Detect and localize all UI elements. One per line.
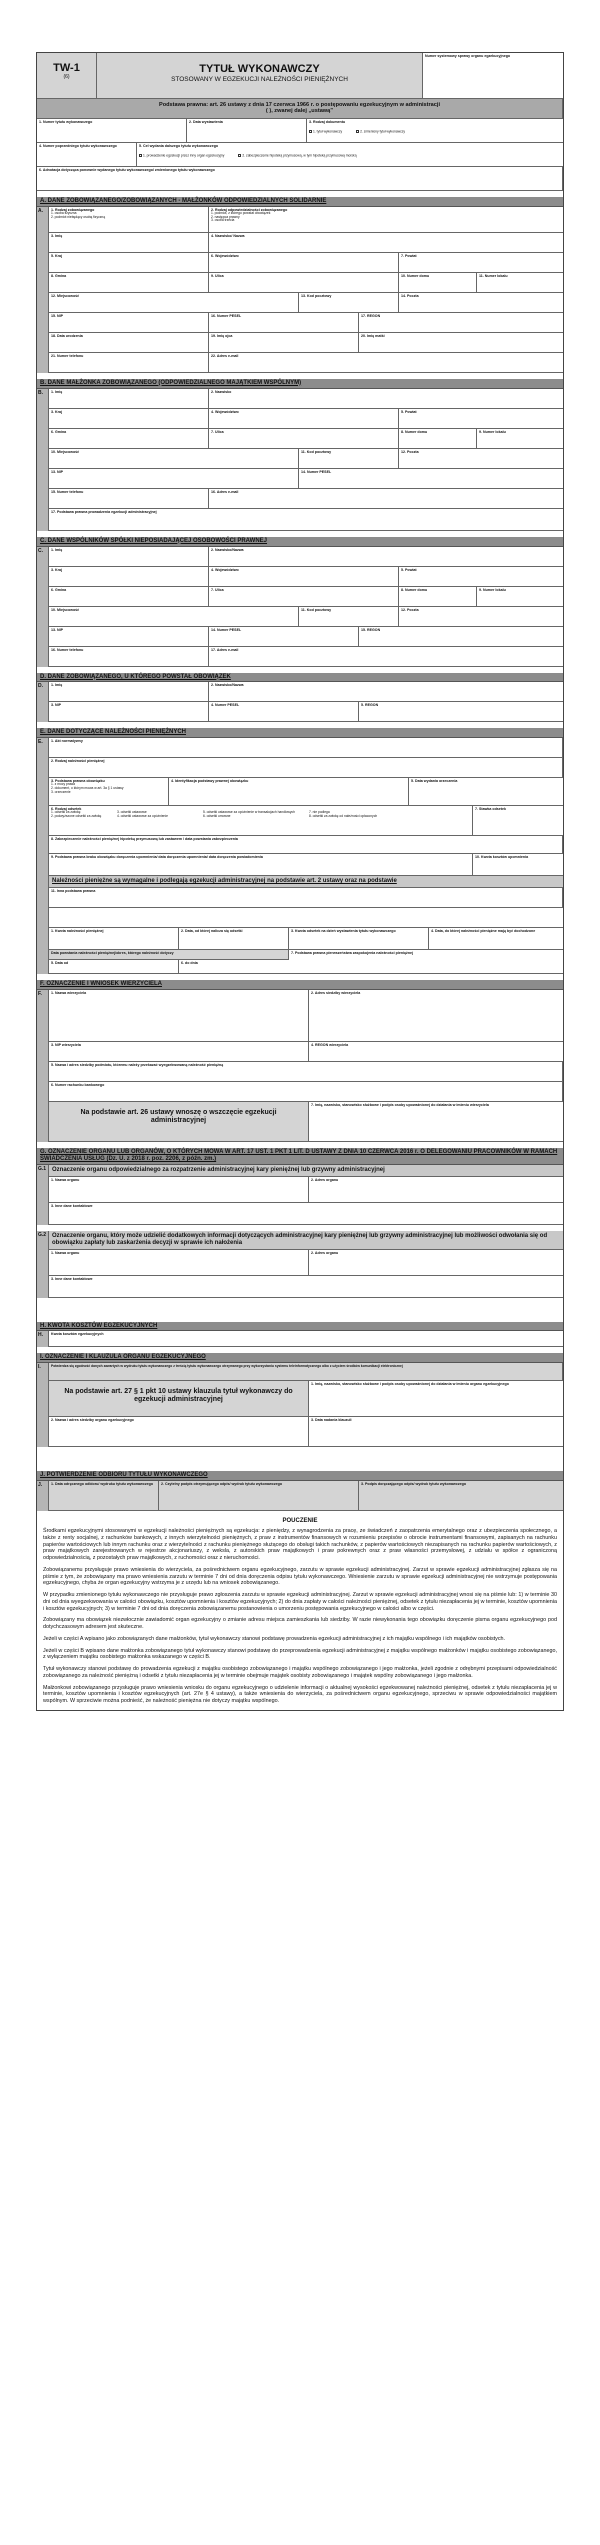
c-phone-field[interactable]: 16. Numer telefonu [49,647,209,667]
b-municipality-field[interactable]: 6. Gmina [49,429,209,449]
e-claim-amount-field[interactable]: 1. Kwota należności pieniężnej [49,928,179,950]
a-country-field[interactable]: 5. Kraj [49,253,209,273]
b-house-number-field[interactable]: 8. Numer domu [399,429,477,449]
e-interest-rate-field[interactable]: 7. Stawka odsetek [473,806,563,836]
section-e [37,738,563,974]
g1-authority-name-field[interactable]: 1. Nazwa organu [49,1177,309,1203]
purpose-option-2[interactable]: 2. zabezpieczenie hipoteką przymusową, w tym hipoteką przymusową morską [238,154,356,158]
a-last-name-field[interactable]: 4. Nazwisko/ Nazwa [209,233,563,253]
notice [37,1515,563,1705]
obligation-option-1[interactable]: 1. z mocy prawa [51,782,76,787]
c-email-field[interactable]: 17. Adres e-mail [209,647,563,667]
form-code: TW-1 [53,62,80,74]
c-nip-field[interactable]: 13. NIP [49,627,209,647]
notice-title: POUCZENIE [282,1518,318,1525]
liability-type-option-2[interactable]: 2. następca prawny [211,214,240,219]
form-code-box [37,53,97,99]
section-j [37,1481,563,1511]
g1-contact-field[interactable]: 3. Inne dane kontaktowe [49,1203,563,1225]
system-number-label: Numer systemowy sprawy organu egzekucyjnego [425,54,511,58]
a-birth-date-field[interactable]: 18. Data urodzenia [49,333,209,353]
form-title: TYTUŁ WYKONAWCZY [199,63,320,75]
interest-option-1[interactable]: 1. odsetki za zwłokę [51,810,81,815]
issue-date-label: 2. Data wystawienia [189,119,223,124]
purpose-option-1[interactable]: 1. prowadzenie egzekucji przez inny organ egzekucyjny [139,154,224,158]
b-country-field[interactable]: 3. Kraj [49,409,209,429]
i-authority-field[interactable]: 2. Nazwa i adres siedziby organu egzekucyjnego [49,1417,309,1447]
previous-title-label: 4. Numer poprzedniego tytułu wykonawczego [39,143,117,148]
document-type-option-2[interactable]: 2. zmieniony tytuł wykonawczy [356,130,405,134]
c-pesel-field[interactable]: 14. Numer PESEL [209,627,359,647]
e-period-header: Data powstania należności pieniężnej/okres, którego należność dotyczy [49,950,289,960]
system-number-field[interactable] [423,53,563,99]
notice-paragraph: Małżonkowi zobowiązanego przysługuje prawo wniesienia wniosku do organu egzekucyjnego o udzielenie informacji o aktualnej wysokości egzekwowanej należności pieniężnej, odsetek z tytułu niezapłacenia jej w terminie, kosztów upomnienia i kosztów egzekucyjnych (art. 27e § 4 ustawy), a także wniesienia do wierzyciela, za pośrednictwem organu egzekucyjnego, sprzeciwu w sprawie odpowiedzialności majątkiem wspólnym. W sprzeciwie można podnieść, że należność pieniężna nie dotyczy majątku wspólnego. [43,1684,557,1705]
c-municipality-field[interactable]: 6. Gmina [49,587,209,607]
section-a-sidebar: A. [37,207,49,373]
a-flat-number-field[interactable]: 11. Numer lokalu [477,273,563,293]
e-interest-type-field: 6. Rodzaj odsetek 1. odsetki za zwłokę 2. podwyższone odsetki za zwłokę 3. odsetki ustawowe 4. odsetki ustawowe za opóźnienie 5. odsetki ustawowe za opóźnienie w transakcjach handlowych 6. odsetki umowne 7. nie podlega 8. odsetki za zwłokę od należności opłaconych [49,806,473,836]
form-header [37,53,563,99]
section-j-sidebar: J. [37,1481,49,1511]
interest-option-5[interactable]: 5. odsetki ustawowe za opóźnienie w transakcjach handlowych [203,810,295,815]
c-regon-field[interactable]: 15. REGON [359,627,563,647]
section-b-title: B. DANE MAŁŻONKA ZOBOWIĄZANEGO (ODPOWIEDZIALNEGO MAJĄTKIEM WSPÓLNYM) [37,379,563,389]
f-creditor-name-field[interactable]: 1. Nazwa wierzyciela [49,990,309,1042]
e-other-basis-field[interactable]: 11. Inna podstawa prawna [49,888,563,908]
liability-type-option-1[interactable]: 1. podmiot, z którego powstał obowiązek [211,210,271,215]
a-email-field[interactable]: 22. Adres e-mail [209,353,563,373]
checkbox-icon [309,130,312,133]
j-receipt-date-field[interactable]: 1. Data odręcznego odbioru/ wydruku tytułu wykonawczego [49,1481,159,1511]
c-postal-code-field[interactable]: 11. Kod pocztowy [299,607,399,627]
a-municipality-field[interactable]: 8. Gmina [49,273,209,293]
liability-type-field: 2. Rodzaj odpowiedzialności zobowiązanego 1. podmiot, z którego powstał obowiązek 2. następca prawny 3. osoba trzecia [209,207,563,233]
f-creditor-address-field[interactable]: 2. Adres siedziby wierzyciela [309,990,563,1042]
liability-type-option-3[interactable]: 3. osoba trzecia [211,218,235,223]
c-county-field[interactable]: 5. Powiat [399,567,563,587]
section-g-title: G. OZNACZENIE ORGANU LUB ORGANÓW, O KTÓRYCH MOWA W ART. 17 UST. 1 PKT 1 LIT. D USTAWY Z DNIA 10 CZERWCA 2016 r. O DELEGOWANIU PRACOWNIKÓW W RAMACH ŚWIADCZENIA USŁUG (Dz. U. z 2018 r. poz. 2206, z późn. zm.) [37,1148,563,1165]
c-flat-number-field[interactable]: 9. Numer lokalu [477,587,563,607]
e-date-from-field[interactable]: 5. Data od [49,960,179,974]
c-city-field[interactable]: 10. Miejscowość [49,607,299,627]
title-number-label: 1. Numer tytułu wykonawczego [39,119,93,124]
previous-title-field[interactable] [37,143,137,167]
legal-basis-line2: ( ), zwanej dalej „ustawą” [265,108,334,115]
checkbox-icon [139,154,142,157]
b-email-field[interactable]: 16. Adres e-mail [209,489,563,509]
reissue-annotation-label: 6. Adnotacja dotycząca ponownie wydanego tytułu wykonawczego/ zmienionego tytułu wykonawczego [39,167,215,172]
j-recipient-signature-field[interactable]: 2. Czytelny podpis otrzymującego odpis/ wydruk tytułu wykonawczego [159,1481,359,1511]
b-phone-field[interactable]: 15. Numer telefonu [49,489,209,509]
b-legal-basis-field[interactable]: 17. Podstawa prawna prowadzenia egzekucji administracyjnej [49,509,563,531]
checkbox-icon [238,154,241,157]
document-type-option-1[interactable]: 1. tytuł wykonawczy [309,130,342,134]
document-type-field [307,119,563,143]
interest-option-8[interactable]: 8. odsetki za zwłokę od należności opłaconych [309,814,378,819]
a-pesel-field[interactable]: 16. Numer PESEL [209,313,359,333]
form-edition: (6) [63,73,70,80]
section-h-title: H. KWOTA KOSZTÓW EGZEKUCYJNYCH [37,1322,563,1332]
section-c-sidebar: C. [37,547,49,667]
e-interest-amount-field[interactable]: 3. Kwota odsetek na dzień wystawienia tytułu wykonawczego [289,928,429,950]
f-request-statement: Na podstawie art. 26 ustawy wnoszę o wszczęcie egzekucji administracyjnej [80,1109,277,1125]
g1-authority-address-field[interactable]: 2. Adres organu [309,1177,563,1203]
section-f-sidebar: F. [37,990,49,1142]
section-c-title: C. DANE WSPÓLNIKÓW SPÓŁKI NIEPOSIADAJĄCEJ OSOBOWOŚCI PRAWNEJ [37,537,563,547]
section-b [37,389,563,531]
e-normative-act-field[interactable]: 1. Akt normatywny [49,738,563,758]
a-county-field[interactable]: 7. Powiat [399,253,563,273]
section-d-sidebar: D. [37,682,49,722]
notice-paragraph: Zobowiązany ma obowiązek niezwłocznie zawiadomić organ egzekucyjny o zmianie adresu miejsca zamieszkania lub siedziby. W razie niewykonania tego obowiązku doręczenie pisma organu egzekucyjnego pod dotychczasowym adresem jest skuteczne. [43,1617,557,1631]
e-reminder-basis-field[interactable]: 9. Podstawa prawna braku obowiązku doręczenia upomnienia/ data doręczenia upomnienia/ data doręczenia powiadomienia [49,854,473,876]
section-g2-sidebar: G.2 [37,1231,49,1298]
g2-contact-field[interactable]: 3. Inne dane kontaktowe [49,1276,563,1298]
section-i [37,1363,563,1447]
g2-heading: Oznaczenie organu, który może udzielić dodatkowych informacji dotyczących administracyjnej kary pieniężnej lub grzywny administracyjnej lub możliwości odwołania się od obowiązku zapłaty lub zaskarżenia decyzji w sprawie ich nałożenia [49,1231,563,1250]
section-i-title: I. OZNACZENIE I KLAUZULA ORGANU EGZEKUCYJNEGO [37,1353,563,1363]
interest-option-3[interactable]: 3. odsetki ustawowe [117,810,147,815]
i-conformity-note: Potwierdza się zgodność danych zawartych w wydruku tytułu wykonawczego z treścią tytułu wykonawczego otrzymanego przy wykorzystaniu systemu teleinformatycznego albo z użyciem środków komunikacji elektronicznej [49,1363,563,1381]
c-post-office-field[interactable]: 12. Poczta [399,607,563,627]
b-postal-code-field[interactable]: 11. Kod pocztowy [299,449,399,469]
f-creditor-regon-field[interactable]: 4. REGON wierzyciela [309,1042,563,1062]
obligation-option-2[interactable]: 2. dokument, o którym mowa w art. 3a § 1 ustawy [51,786,124,791]
j-deliverer-signature-field[interactable]: 3. Podpis doręczającego odpis/ wydruk tytułu wykonawczego [359,1481,563,1511]
b-voivodeship-field[interactable]: 4. Województwo [209,409,399,429]
notice-paragraph: W przypadku zmienionego tytułu wykonawczego nie przysługuje prawo zgłoszenia zarzutu w sprawie egzekucji administracyjnej. Zarzut w sprawie egzekucji administracyjnej wnosi się na piśmie lub: 1) w terminie 30 dni od dnia wyegzekwowania w całości obowiązku, kosztów upomnienia i kosztów egzekucyjnych; 2) do dnia zapłaty w całości należności pieniężnej, odsetek z tytułu niezapłacenia jej w terminie, kosztów upomnienia i kosztów egzekucyjnych; 3) w terminie 7 dni od dnia doręczenia zobowiązanemu postanowienia o umorzeniu postępowania egzekucyjnego w całości albo w części. [43,1592,557,1612]
document-type-label: 3. Rodzaj dokumentu [309,119,346,124]
further-title-purpose-label: 5. Cel wydania dalszego tytułu wykonawczego [139,143,219,148]
f-request-statement-box [49,1102,309,1142]
b-city-field[interactable]: 10. Miejscowość [49,449,299,469]
notice-paragraph: Jeżeli w części A wpisano jako zobowiązanych dane małżonków, tytuł wykonawczy stanowi podstawę prowadzenia egzekucji administracyjnej z ich majątku wspólnego i ich majątków osobistych. [43,1635,506,1642]
c-house-number-field[interactable]: 8. Numer domu [399,587,477,607]
top-row-2 [37,143,563,167]
a-voivodeship-field[interactable]: 6. Województwo [209,253,399,273]
e-obligation-id-field[interactable]: 4. Identyfikacja podstawy prawnej obowiązku [169,778,409,806]
section-a [37,207,563,373]
a-house-number-field[interactable]: 10. Numer domu [399,273,477,293]
a-first-name-field[interactable]: 3. Imię [49,233,209,253]
g2-authority-name-field[interactable]: 1. Nazwa organu [49,1250,309,1276]
notice-paragraph: Tytuł wykonawczy stanowi podstawę do prowadzenia egzekucji z majątku osobistego zobowiązanego i majątku wspólnego zobowiązanego i jego małżonka, jeżeli zgodnie z odrębnymi przepisami odpowiedzialność zobowiązanego za należność pieniężną i odsetki z tytułu niezapłacenia jej w terminie obejmuje majątek osobisty zobowiązanego i majątek wspólny zobowiązanego i jego małżonka. [43,1666,557,1679]
debtor-type-option-1[interactable]: 1. osoba fizyczna [51,210,77,215]
e-claim-until-field[interactable]: 4. Data, do której należności pieniężne mają być dochodzone [429,928,563,950]
b-pesel-field[interactable]: 14. Numer PESEL [299,469,563,489]
form-title-box [97,53,423,99]
legal-basis-line1: Podstawa prawna: art. 26 ustawy z dnia 17 czerwca 1966 r. o postępowaniu egzekucyjnym w administracji [158,102,441,108]
section-j-title: J. POTWIERDZENIE ODBIORU TYTUŁU WYKONAWCZEGO [37,1471,563,1481]
section-f-title: F. OZNACZENIE I WNIOSEK WIERZYCIELA [37,980,563,990]
f-recipient-field[interactable]: 5. Nazwa i adres siedziby podmiotu, któremu należy przekazać wyegzekwowaną należność pieniężną [49,1062,563,1082]
d-regon-field[interactable]: 5. REGON [359,702,563,722]
section-d [37,682,563,722]
g1-heading: Oznaczenie organu odpowiedzialnego za rozpatrzenie administracyjnej kary pieniężnej lub grzywny administracyjnej [49,1165,563,1177]
a-street-field[interactable]: 9. Ulica [209,273,399,293]
section-g2 [37,1231,563,1298]
e-ruling-date-field[interactable]: 5. Data wydania orzeczenia [409,778,563,806]
a-postal-code-field[interactable]: 13. Kod pocztowy [299,293,399,313]
e-obligation-basis-field: 3. Podstawa prawna obowiązku 1. z mocy prawa 2. dokument, o którym mowa w art. 3a § 1 ustawy 3. orzeczenie [49,778,169,806]
c-first-name-field[interactable]: 1. Imię [49,547,209,567]
h-costs-field[interactable]: Kwota kosztów egzekucyjnych [49,1331,563,1347]
f-signature-field[interactable]: 7. Imię, nazwisko, stanowisko służbowe i podpis osoby upoważnionej do działania w imieniu wierzyciela [309,1102,563,1142]
c-street-field[interactable]: 7. Ulica [209,587,399,607]
reissue-annotation-field[interactable] [37,167,563,191]
section-i-sidebar: I. [37,1363,49,1447]
interest-option-4[interactable]: 4. odsetki ustawowe za opóźnienie [117,814,168,819]
interest-option-2[interactable]: 2. podwyższone odsetki za zwłokę [51,814,102,819]
interest-option-6[interactable]: 6. odsetki umowne [203,814,231,819]
section-a-title: A. DANE ZOBOWIĄZANEGO/ZOBOWIĄZANYCH - MAŁŻONKÓW ODPOWIEDZIALNYCH SOLIDARNIE [37,197,563,207]
title-number-field[interactable] [37,119,187,143]
e-interest-start-field[interactable]: 2. Data, od której nalicza się odsetki [179,928,289,950]
e-collateral-field[interactable]: 8. Zabezpieczenie należności pieniężnej hipoteką przymusową lub zastawem / data powstania zabezpieczenia [49,836,563,854]
a-nip-field[interactable]: 15. NIP [49,313,209,333]
d-nip-field[interactable]: 3. NIP [49,702,209,722]
section-g1 [37,1165,563,1225]
b-flat-number-field[interactable]: 9. Numer lokalu [477,429,563,449]
section-e-sidebar: E. [37,738,49,974]
b-first-name-field[interactable]: 1. Imię [49,389,209,409]
top-row-1 [37,119,563,143]
e-date-to-field[interactable]: 6. do dnia [179,960,289,974]
a-father-name-field[interactable]: 19. Imię ojca [209,333,359,353]
further-title-purpose-field [137,143,563,167]
b-county-field[interactable]: 5. Powiat [399,409,563,429]
section-b-sidebar: B. [37,389,49,531]
i-clause-statement-box [49,1381,309,1417]
g2-authority-address-field[interactable]: 2. Adres organu [309,1250,563,1276]
c-country-field[interactable]: 3. Kraj [49,567,209,587]
i-clause-statement: Na podstawie art. 27 § 1 pkt 10 ustawy klauzula tytuł wykonawczy do egzekucji administracyjnej [64,1388,293,1404]
e-priority-basis-field[interactable]: 7. Podstawa prawna pierwszeństwa zaspokojenia należności pieniężnej [289,950,563,974]
d-last-name-field[interactable]: 2. Nazwisko/Nazwa [209,682,563,702]
notice-paragraph: Jeżeli w części B wpisano dane małżonka zobowiązanego tytuł wykonawczy stanowi podstawę do przeprowadzenia egzekucji administracyjnej z majątku wspólnego małżonków i majątku osobistego zobowiązanego, z wyłączeniem majątku osobistego małżonka wskazanego w części B. [43,1647,557,1661]
b-nip-field[interactable]: 13. NIP [49,469,299,489]
debtor-type-field: 1. Rodzaj zobowiązanego 1. osoba fizyczna 2. podmiot niebędący osobą fizyczną [49,207,209,233]
debtor-type-option-2[interactable]: 2. podmiot niebędący osobą fizyczną [51,214,106,219]
a-mother-name-field[interactable]: 20. Imię matki [359,333,563,353]
section-a-body [49,207,563,373]
i-clause-date-field[interactable]: 3. Data nadania klauzuli [309,1417,563,1447]
notice-paragraph: Zobowiązanemu przysługuje prawo wniesienia do wierzyciela, za pośrednictwem organu egzekucyjnego, zarzutu w sprawie egzekucji administracyjnej. Zarzut w sprawie egzekucji administracyjnej zgłasza się na piśmie z tym, że zobowiązany ma prawo wniesienia zarzutu w terminie 7 dni od dnia doręczenia odpisu tytułu wykonawczego. Wniesienie zarzutu w sprawie egzekucji administracyjnej nie wstrzymuje postępowania egzekucyjnego, chyba że organ egzekucyjny wstrzyma je z urzędu lub na wniosek zobowiązanego. [43,1566,557,1587]
section-f [37,990,563,1142]
i-signature-field[interactable]: 1. Imię, nazwisko, stanowisko służbowe i podpis osoby upoważnionej do działania w imieniu organu egzekucyjnego [309,1381,563,1417]
notice-paragraph: Środkami egzekucyjnymi stosowanymi w egzekucji należności pieniężnych są egzekucja: z pieniędzy, z wynagrodzenia za pracę, ze świadczeń z zaopatrzenia emerytalnego oraz z ubezpieczenia społecznego, a także z renty socjalnej, z rachunków bankowych, z innych wierzytelności pieniężnych, z praw z instrumentów finansowych w rozumieniu przepisów o obrocie instrumentami finansowymi, zapisanych na rachunku papierów wartościowych lub innym rachunku oraz z wierzytelności z rachunku pieniężnego służącego do obsługi takich rachunków, z papierów wartościowych niezapisanych na rachunku papierów wartościowych, z praw majątkowych zarejestrowanych w rejestrze akcjonariuszy, z weksla, z autorskich praw majątkowych i praw pokrewnych oraz z praw własności przemysłowej, z udziału w spółce z ograniczoną odpowiedzialnością, z pozostałych praw majątkowych, z ruchomości oraz z nieruchomości. [43,1528,557,1562]
d-first-name-field[interactable]: 1. Imię [49,682,209,702]
legal-basis [37,99,563,119]
section-e-title: E. DANE DOTYCZĄCE NALEŻNOŚCI PIENIĘŻNYCH [37,728,563,738]
obligation-option-3[interactable]: 3. orzeczenie [51,789,71,794]
interest-option-7[interactable]: 7. nie podlega [309,810,330,815]
form-page [36,52,564,1711]
form-subtitle: STOSOWANY W EGZEKUCJI NALEŻNOŚCI PIENIĘŻNYCH [171,75,348,83]
c-voivodeship-field[interactable]: 4. Województwo [209,567,399,587]
b-street-field[interactable]: 7. Ulica [209,429,399,449]
section-c [37,547,563,667]
a-phone-field[interactable]: 21. Numer telefonu [49,353,209,373]
a-post-office-field[interactable]: 14. Poczta [399,293,563,313]
f-bank-account-field[interactable]: 6. Numer rachunku bankowego [49,1082,563,1102]
section-h-sidebar: H. [37,1331,49,1347]
e-reminder-cost-field[interactable]: 10. Kwota kosztów upomnienia [473,854,563,876]
e-enforceability-note: Należności pieniężne są wymagalne i podlegają egzekucji administracyjnej na podstawie art. 2 ustawy oraz na podstawie [49,876,563,888]
section-h [37,1331,563,1347]
e-claim-type-field[interactable]: 2. Rodzaj należności pieniężnej [49,758,563,778]
b-post-office-field[interactable]: 12. Poczta [399,449,563,469]
b-last-name-field[interactable]: 2. Nazwisko [209,389,563,409]
section-g1-sidebar: G.1 [37,1165,49,1225]
f-creditor-nip-field[interactable]: 3. NIP wierzyciela [49,1042,309,1062]
a-regon-field[interactable]: 17. REGON [359,313,563,333]
checkbox-icon [356,130,359,133]
c-last-name-field[interactable]: 2. Nazwisko/Nazwa [209,547,563,567]
a-city-field[interactable]: 12. Miejscowość [49,293,299,313]
issue-date-field[interactable] [187,119,307,143]
section-d-title: D. DANE ZOBOWIĄZANEGO, U KTÓREGO POWSTAŁ OBOWIĄZEK [37,673,563,683]
d-pesel-field[interactable]: 4. Numer PESEL [209,702,359,722]
